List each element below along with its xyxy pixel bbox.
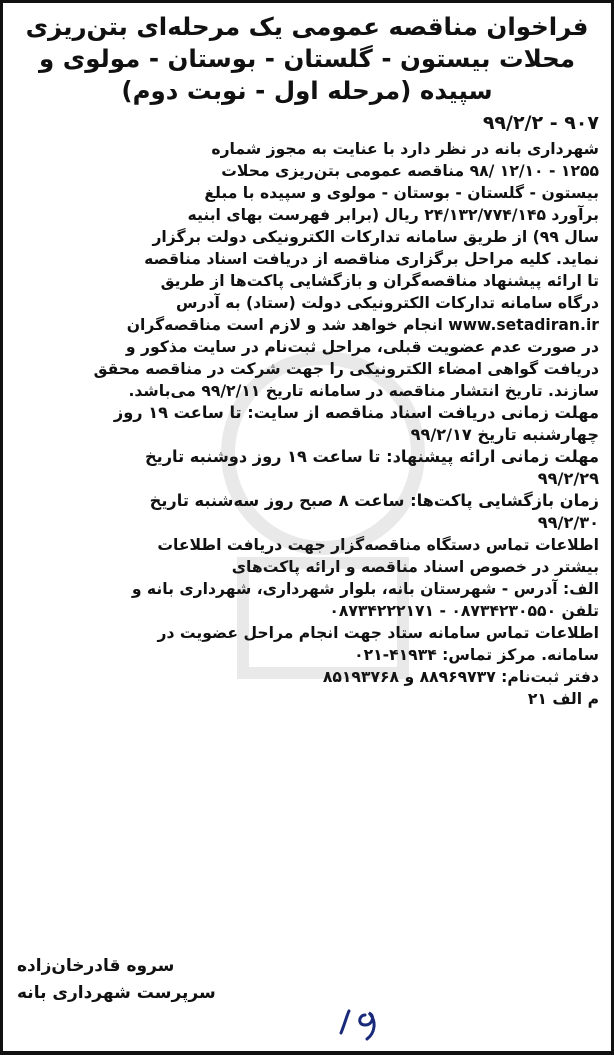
body-line: ۹۹/۲/۲۹ bbox=[537, 469, 599, 488]
body-line: سازند. تاریخ انتشار مناقصه در سامانه تاریخ ۹۹/۲/۱۱ می‌باشد. bbox=[128, 382, 599, 400]
body-line: مهلت زمانی ارائه پیشنهاد: تا ساعت ۱۹ روز دوشنبه تاریخ bbox=[144, 447, 599, 466]
body-line: سامانه. مرکز تماس: ۴۱۹۳۴-۰۲۱ bbox=[354, 646, 599, 664]
body-line: تلفن ۰۸۷۳۴۲۳۰۵۵۰ - ۰۸۷۳۴۲۲۲۱۷۱ bbox=[329, 602, 599, 620]
body-line: تا ارائه پیشنهاد مناقصه‌گران و بازگشایی پاکت‌ها از طریق bbox=[160, 272, 599, 290]
signatory-role: سرپرست شهرداری بانه bbox=[17, 983, 216, 1003]
notice-document bbox=[3, 3, 611, 710]
body-line: اطلاعات تماس سامانه ستاد جهت انجام مراحل عضویت در bbox=[157, 624, 599, 642]
notice-title bbox=[15, 11, 599, 107]
signatory-name: سروه قادرخان‌زاده bbox=[17, 956, 175, 976]
body-line: دفتر ثبت‌نام: ۸۸۹۶۹۷۳۷ و ۸۵۱۹۳۷۶۸ bbox=[322, 668, 599, 686]
handwritten-mark-icon bbox=[335, 1003, 405, 1043]
body-line: ۱۲۵۵ - ۱۲/۱۰ /۹۸ مناقصه عمومی بتن‌ریزی محلات bbox=[221, 162, 599, 180]
body-line: در صورت عدم عضویت قبلی، مراحل ثبت‌نام در سایت مذکور و bbox=[125, 338, 599, 356]
body-line: الف: آدرس - شهرستان بانه، بلوار شهرداری، شهرداری بانه و bbox=[131, 580, 599, 598]
body-line: زمان بازگشایی پاکت‌ها: ساعت ۸ صبح روز سه‌شنبه تاریخ bbox=[149, 491, 599, 510]
title-line-1: فراخوان مناقصه عمومی یک مرحله‌ای بتن‌ریزی bbox=[25, 12, 589, 41]
notice-body bbox=[15, 138, 599, 710]
body-line: دریافت گواهی امضاء الکترونیکی را جهت شرکت در مناقصه محقق bbox=[93, 360, 599, 378]
notice-code: ۹۰۷ - ۹۹/۲/۲ bbox=[482, 112, 599, 134]
body-line: شهرداری بانه در نظر دارد با عنایت به مجوز شماره bbox=[211, 140, 599, 158]
signature-block bbox=[17, 953, 216, 1007]
body-line: چهارشنبه تاریخ ۹۹/۲/۱۷ bbox=[410, 425, 599, 444]
body-line: www.setadiran.ir انجام خواهد شد و لازم است مناقصه‌گران bbox=[126, 316, 599, 334]
body-line: بیشتر در خصوص اسناد مناقصه و ارائه پاکت‌های bbox=[231, 558, 599, 576]
body-line: ۹۹/۲/۳۰ bbox=[537, 513, 599, 532]
body-line: سال ۹۹) از طریق سامانه تدارکات الکترونیکی دولت برگزار bbox=[152, 228, 599, 246]
body-line: درگاه سامانه تدارکات الکترونیکی دولت (ستاد) به آدرس bbox=[175, 294, 599, 312]
body-line: اطلاعات تماس دستگاه مناقصه‌گزار جهت دریافت اطلاعات bbox=[157, 536, 599, 554]
body-line: نماید. کلیه مراحل برگزاری مناقصه از دریافت اسناد مناقصه bbox=[144, 250, 599, 268]
body-line: بیستون - گلستان - بوستان - مولوی و سپیده با مبلغ bbox=[204, 184, 599, 202]
title-line-3: سپیده (مرحله اول - نوبت دوم) bbox=[121, 76, 493, 105]
body-line: مهلت زمانی دریافت اسناد مناقصه از سایت: تا ساعت ۱۹ روز bbox=[113, 403, 599, 422]
body-line: برآورد ۲۴/۱۳۲/۷۷۴/۱۴۵ ریال (برابر فهرست بهای ابنیه bbox=[187, 206, 599, 224]
body-line: م الف ۲۱ bbox=[527, 690, 599, 708]
title-line-2: محلات بیستون - گلستان - بوستان - مولوی و bbox=[38, 44, 576, 73]
